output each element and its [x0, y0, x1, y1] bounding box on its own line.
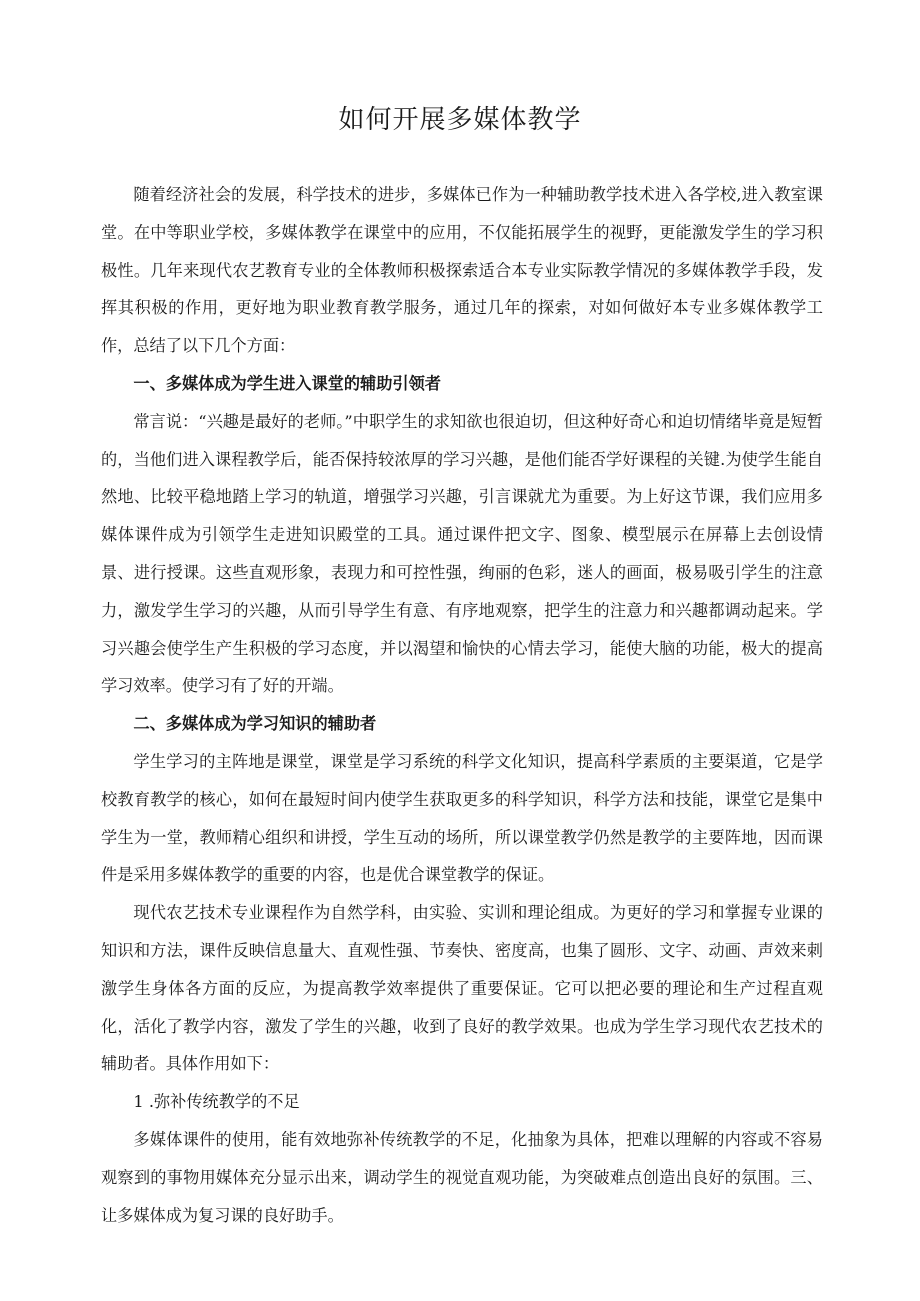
document-body	[101, 176, 823, 1234]
paragraph-intro: 随着经济社会的发展，科学技术的进步，多媒体已作为一种辅助教学技术进入各学校,进入教室课堂。在中等职业学校，多媒体教学在课堂中的应用，不仅能拓展学生的视野，更能激发学生的学习积极性。几年来现代农艺教育专业的全体教师积极探索适合本专业实际教学情况的多媒体教学手段，发挥其积极的作用，更好地为职业教育教学服务，通过几年的探索，对如何做好本专业多媒体教学工作，总结了以下几个方面：	[101, 185, 823, 356]
paragraph-subsection-1: 多媒体课件的使用，能有效地弥补传统教学的不足，化抽象为具体，把难以理解的内容或不容易观察到的事物用媒体充分显示出来，调动学生的视觉直观功能，为突破难点创造出良好的氛围。三、让多媒体成为复习课的良好助手。	[101, 1129, 823, 1225]
section-heading-1: 一、多媒体成为学生进入课堂的辅助引领者	[133, 373, 441, 393]
section-heading-2: 二、多媒体成为学习知识的辅助者	[133, 714, 377, 734]
subsection-heading-1: 1 .弥补传统教学的不足	[133, 1092, 300, 1112]
paragraph-section-1: 常言说：“兴趣是最好的老师。”中职学生的求知欲也很迫切，但这种好奇心和迫切情绪毕竟是短暂的，当他们进入课程教学后，能否保持较浓厚的学习兴趣，是他们能否学好课程的关键.为使学生能自然地、比较平稳地踏上学习的轨道，增强学习兴趣，引言课就尤为重要。为上好这节课，我们应用多媒体课件成为引领学生走进知识殿堂的工具。通过课件把文字、图象、模型展示在屏幕上去创设情景、进行授课。这些直观形象，表现力和可控性强，绚丽的色彩，迷人的画面，极易吸引学生的注意力，激发学生学习的兴趣，从而引导学生有意、有序地观察，把学生的注意力和兴趣都调动起来。学习兴趣会使学生产生积极的学习态度，并以渴望和愉快的心情去学习，能使大脑的功能，极大的提高学习效率。使学习有了好的开端。	[101, 411, 823, 696]
paragraph-section-2b: 现代农艺技术专业课程作为自然学科，由实验、实训和理论组成。为更好的学习和掌握专业课的知识和方法，课件反映信息量大、直观性强、节奏快、密度高，也集了圆形、文字、动画、声效来刺激学生身体各方面的反应，为提高教学效率提供了重要保证。它可以把必要的理论和生产过程直观化，活化了教学内容，激发了学生的兴趣，收到了良好的教学效果。也成为学生学习现代农艺技术的辅助者。具体作用如下：	[101, 903, 823, 1074]
paragraph-section-2a: 学生学习的主阵地是课堂，课堂是学习系统的科学文化知识，提高科学素质的主要渠道，它是学校教育教学的核心，如何在最短时间内使学生获取更多的科学知识，科学方法和技能，课堂它是集中学生为一堂，教师精心组织和讲授，学生互动的场所，所以课堂教学仍然是教学的主要阵地，因而课件是采用多媒体教学的重要的内容，也是优合课堂教学的保证。	[101, 751, 823, 885]
document-title: 如何开展多媒体教学	[338, 105, 582, 135]
